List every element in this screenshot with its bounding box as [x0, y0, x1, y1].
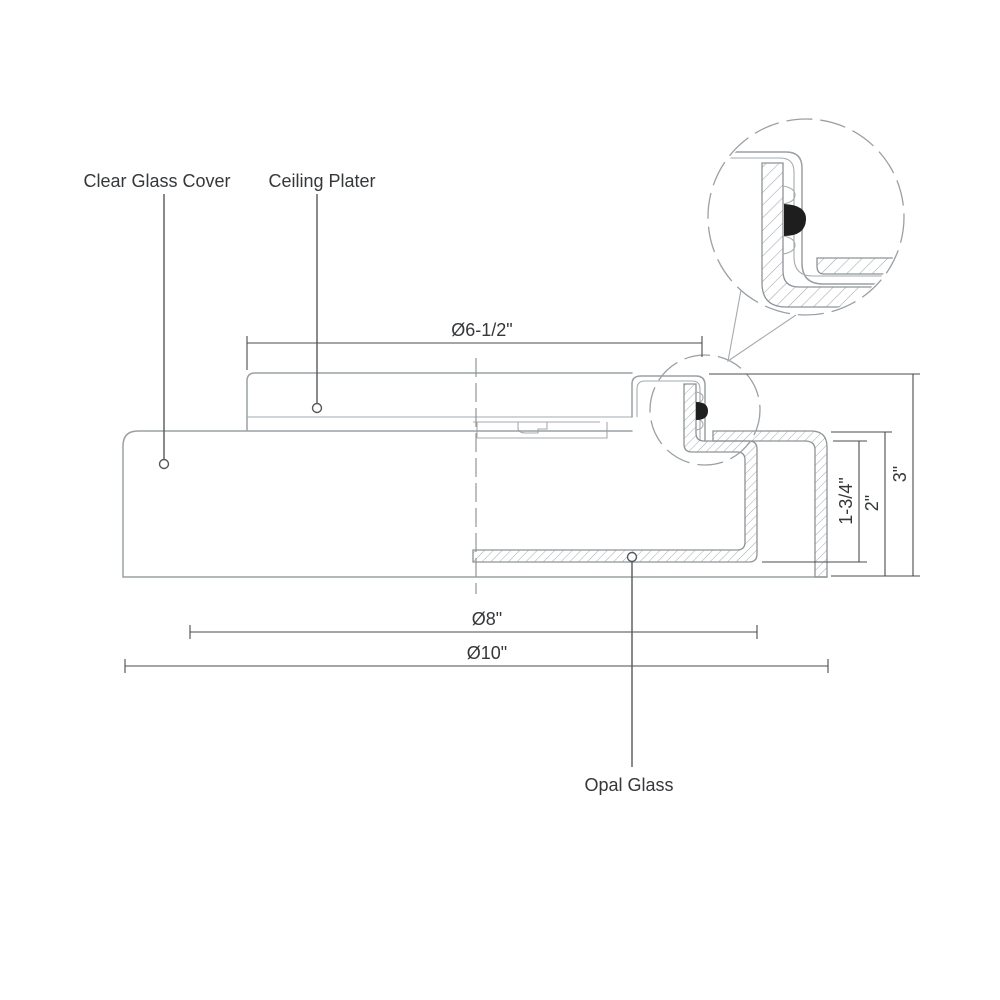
detail-view-circle	[708, 119, 904, 315]
label-ceiling-plate	[268, 171, 375, 413]
dim-overall-height-text: 3"	[890, 465, 910, 483]
detail-opal-glass-section	[762, 163, 903, 307]
dim-opal-diameter	[190, 609, 757, 639]
dim-plate-diameter	[247, 320, 702, 370]
dim-plate-diameter-text: Ø6-1/2"	[451, 320, 513, 340]
opal-glass-dot	[628, 553, 637, 562]
label-clear-glass-cover	[83, 171, 230, 469]
dim-overall-diameter	[125, 643, 828, 673]
label-opal-glass	[584, 553, 673, 796]
ceiling-plate-dot	[313, 404, 322, 413]
dim-opal-height-text: 1-3/4"	[836, 477, 856, 525]
clear-glass-cover-label: Clear Glass Cover	[83, 171, 231, 191]
opal-glass-label: Opal Glass	[584, 775, 674, 795]
detail-view-contents	[700, 152, 905, 307]
ceiling-plate-outline	[247, 373, 632, 438]
ceiling-plate-label: Ceiling Plater	[268, 171, 376, 191]
clear-glass-cover-dot	[160, 460, 169, 469]
dim-glass-height-text: 2"	[862, 494, 882, 512]
dim-overall-diameter-text: Ø10"	[466, 643, 508, 663]
opal-glass-section	[473, 384, 757, 562]
driver-box-outline	[477, 422, 607, 438]
detail-clear-glass-section	[817, 258, 903, 274]
dim-opal-diameter-text: Ø8"	[471, 609, 503, 629]
gasket-seal	[696, 402, 708, 420]
